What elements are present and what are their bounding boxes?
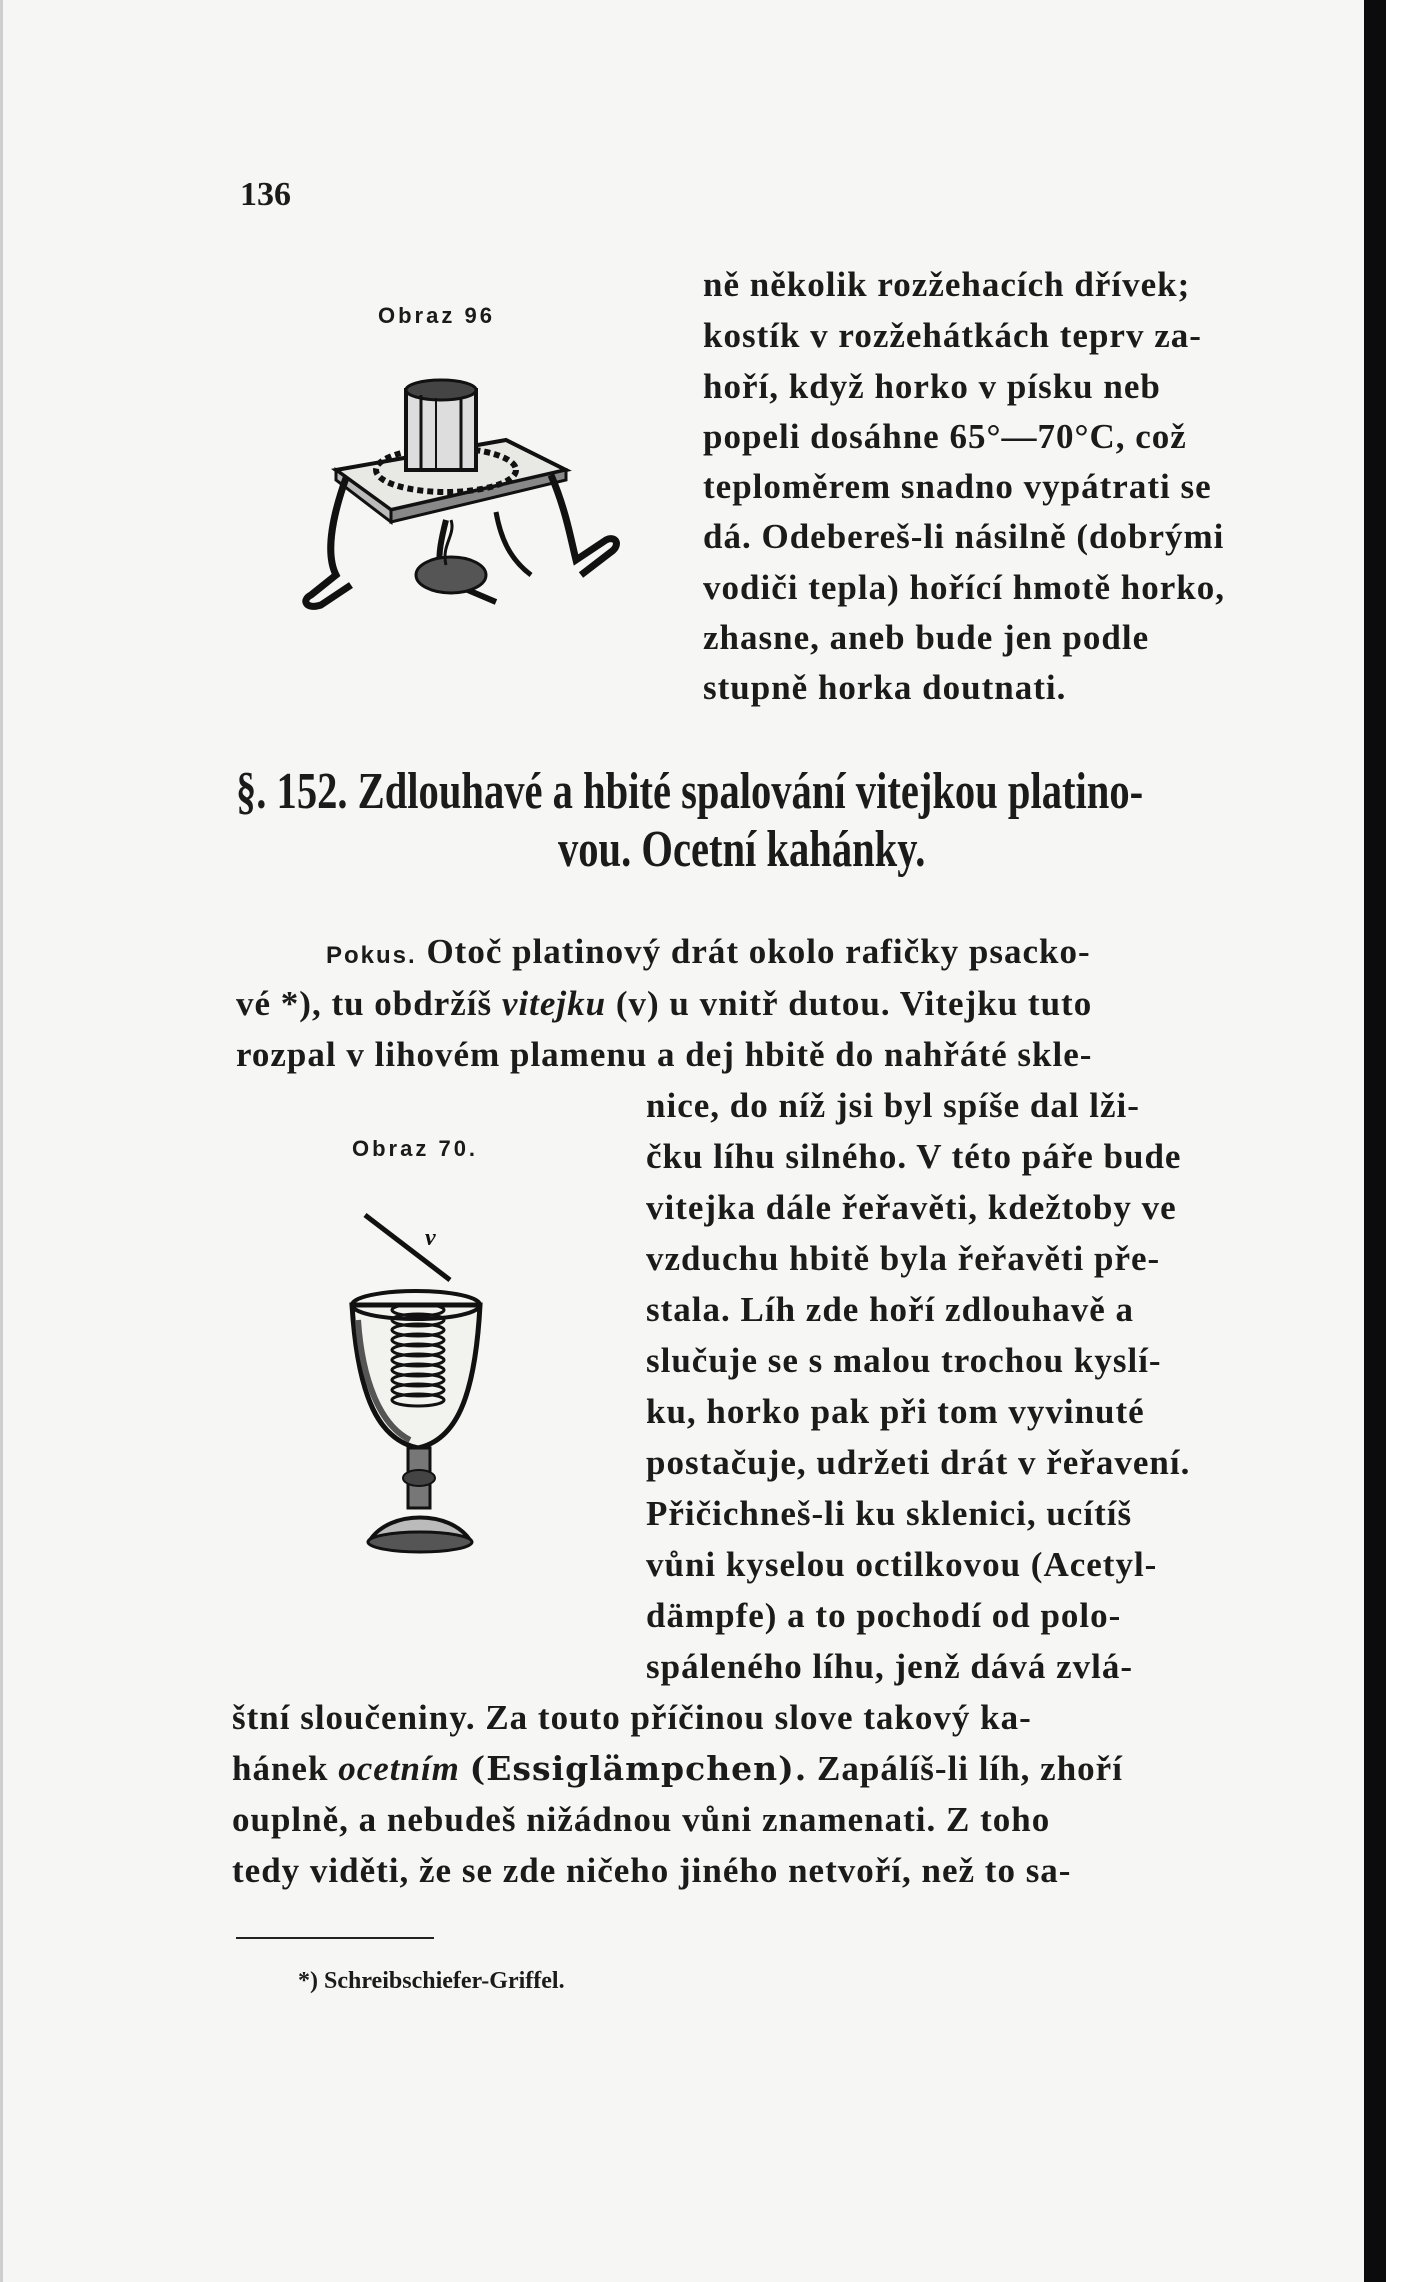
text-line: rozpal v lihovém plamenu a dej hbitě do nahřáté skle- <box>236 1035 1093 1074</box>
text-line: kostík v rozžehátkách teprv za- <box>703 316 1202 355</box>
text-line: postačuje, udržeti drát v řeřavení. <box>646 1443 1191 1482</box>
pokus-label: Pokus. <box>326 942 417 969</box>
text-line: ku, horko pak při tom vyvinuté <box>646 1392 1145 1431</box>
text-span: hánek <box>232 1749 329 1788</box>
text-line: vitejka dále řeřavěti, kdežtoby ve <box>646 1188 1177 1227</box>
figure-70-caption: Obraz 70. <box>352 1136 479 1161</box>
text-span: vé *), tu obdržíš <box>236 984 493 1023</box>
text-line: ně několik rozžehacích dřívek; <box>703 265 1191 304</box>
text-line: dämpfe) a to pochodí od polo- <box>646 1596 1122 1635</box>
section-heading-line-2: vou. Ocetní kahánky. <box>558 821 926 878</box>
text-span: Zapálíš-li líh, zhoří <box>817 1749 1123 1788</box>
text-line: slučuje se s malou trochou kyslí- <box>646 1341 1162 1380</box>
figure-96-caption: Obraz 96 <box>378 303 495 328</box>
text-span: (v) u vnitř dutou. Vitejku tuto <box>615 984 1093 1023</box>
text-line: vzduchu hbitě byla řeřavěti pře- <box>646 1239 1161 1278</box>
figure-96-lamp-stand-illustration <box>296 370 636 620</box>
wire-label-v: v <box>425 1225 436 1251</box>
page-right-edge <box>1364 0 1386 2282</box>
text-span: Otoč platinový drát okolo rafičky psacko- <box>426 932 1091 971</box>
footnote-rule <box>236 1937 434 1939</box>
text-line: dá. Odebereš-li násilně (dobrými <box>703 517 1225 556</box>
term-ocetnim: ocetním <box>338 1749 460 1788</box>
text-line: stala. Líh zde hoří zdlouhavě a <box>646 1290 1134 1329</box>
text-line: hoří, když horko v písku neb <box>703 367 1161 406</box>
text-line: spáleného líhu, jenž dává zvlá- <box>646 1647 1134 1686</box>
text-line: teploměrem snadno vypátrati se <box>703 467 1212 506</box>
text-line: čku líhu silného. V této páře bude <box>646 1137 1182 1176</box>
text-line <box>232 1749 1123 1789</box>
footnote: *) Schreibschiefer-Griffel. <box>298 1968 565 1994</box>
text-line: stupně horka doutnati. <box>703 668 1067 707</box>
section-heading-line-1 <box>236 762 1143 821</box>
text-line: ouplně, a nebudeš nižádnou vůni znamenati. Z toho <box>232 1800 1051 1839</box>
text-line: vodiči tepla) hořící hmotě horko, <box>703 568 1225 607</box>
text-line: vůni kyselou octilkovou (Acetyl- <box>646 1545 1158 1584</box>
text-line: štní sloučeniny. Za touto příčinou slove takový ka- <box>232 1698 1032 1737</box>
text-line: tedy viděti, že se zde ničeho jiného netvoří, než to sa- <box>232 1851 1072 1890</box>
text-line: nice, do níž jsi byl spíše dal lži- <box>646 1086 1140 1125</box>
page-left-edge <box>0 0 3 2282</box>
text-line: Přičichneš-li ku sklenici, ucítíš <box>646 1494 1133 1533</box>
page-number: 136 <box>240 176 291 213</box>
text-line <box>236 984 1092 1024</box>
section-number: §. 152. <box>236 763 348 820</box>
term-vitejka: vitejku <box>501 984 607 1023</box>
figure-70-wine-glass-illustration <box>340 1200 580 1570</box>
german-term: (Essiglämpchen). <box>469 1749 808 1788</box>
text-line: popeli dosáhne 65°—70°C, což <box>703 417 1187 456</box>
text-line: zhasne, aneb bude jen podle <box>703 618 1150 657</box>
section-title: Zdlouhavé a hbité spalování vitejkou platino- <box>357 763 1144 820</box>
text-line <box>326 932 1091 972</box>
